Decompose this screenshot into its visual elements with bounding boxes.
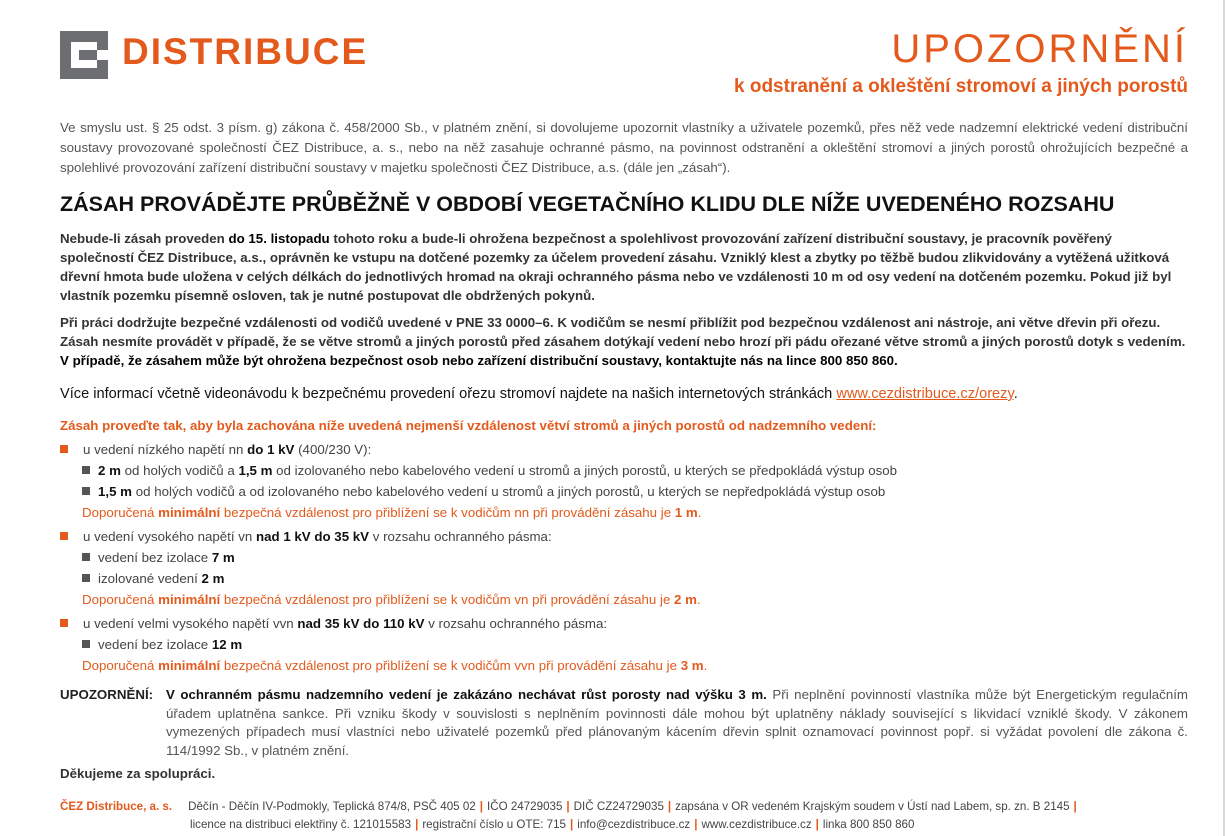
list-subitem: 1,5 m od holých vodičů a od izolovaného nebo kabelového vedení u stromů a jiných porostů, u kterých se nepředpokládá výstup osob [82,483,885,501]
list-item-nn: u vedení nízkého napětí nn do 1 kV (400/230 V): [60,441,371,459]
gray-bullet-icon [82,553,90,561]
footer [60,798,1188,834]
gray-bullet-icon [82,487,90,495]
orange-bullet-icon [60,445,68,453]
list-subitem: izolované vedení 2 m [82,570,224,588]
recommendation-vn: Doporučená minimální bezpečná vzdálenost pro přiblížení se k vodičům vn při provádění zásahu je 2 m. [82,592,701,607]
footer-email[interactable]: info@cezdistribuce.cz [577,818,691,831]
footer-line-1: ČEZ Distribuce, a. s. Děčín - Děčín IV-Podmokly, Teplická 874/8, PSČ 405 02 | IČO 24729035 | DIČ CZ24729035 | zapsána v OR vedeném Krajským soudem v Ústí nad Labem, sp. zn. B 2145 | [60,800,1077,813]
orange-bullet-icon [60,532,68,540]
gray-bullet-icon [82,466,90,474]
recommendation-vvn: Doporučená minimální bezpečná vzdálenost pro přiblížení se k vodičům vvn při provádění zásahu je 3 m. [82,658,708,673]
brand-name: DISTRIBUCE [122,31,369,72]
orange-bullet-icon [60,619,68,627]
list-subitem: vedení bez izolace 7 m [82,549,235,567]
thanks-line: Děkujeme za spolupráci. [60,766,216,781]
paragraph-safety: Při práci dodržujte bezpečné vzdálenosti od vodičů uvedené v PNE 33 0000–6. K vodičům se nesmí přiblížit pod bezpečnou vzdálenost ani nástroje, ani větve dřevin při ořezu. Zásah nesmíte provádět v případě, že se větve stromů a jiných porostů před zásahem dotýkají vedení nebo hrozí při pádu ořezané větve stromů a jiných porostů dotyk s vedením. V případě, že zásahem může být ohrožena bezpečnost osob nebo zařízení distribuční soustavy, kontaktujte nás na lince 800 850 860. [60,315,1186,368]
recommendation-nn: Doporučená minimální bezpečná vzdálenost pro přiblížení se k vodičům nn při provádění zásahu je 1 m. [82,505,702,520]
list-item-vn: u vedení vysokého napětí vn nad 1 kV do 35 kV v rozsahu ochranného pásma: [60,528,552,546]
page-title: UPOZORNĚNÍ [891,27,1188,71]
gray-bullet-icon [82,640,90,648]
footer-line-2: licence na distribuci elektřiny č. 121015583 | registrační číslo u OTE: 715 | info@cezdistribuce.cz | www.cezdistribuce.cz | linka 800 850 860 [190,818,915,831]
deadline: do 15. listopadu [228,231,330,246]
warning-label: UPOZORNĚNÍ: [60,687,154,702]
paragraph-deadline: Nebude-li zásah proveden do 15. listopadu tohoto roku a bude-li ohrožena bezpečnost a spolehlivost provozování zařízení distribuční soustavy, je pracovník pověřený společností ČEZ Distribuce, a.s., oprávněn ke vstupu na dotčené pozemky za účelem provedení zásahu. Vzniklý klest a zbytky po těžbě budou zlikvidovány a vytěžená užitková dřevní hmota bude uložena v celých délkách do jednotlivých hromad na okraji ochranného pásma nebo ve vzdálenosti 10 m od osy vedení na dotčeném pozemku. Pokud již byl vlastník pozemku písemně osloven, tak je nutné postupovat dle obdržených pokynů. [60,231,1172,303]
warning-text: V ochranném pásmu nadzemního vedení je zakázáno nechávat růst porosty nad výšku 3 m. Při neplnění povinností vlastníka může být Energetickým regulačním úřadem uplatněna sankce. Při vzniku škody v souvislosti s neplněním povinnosti dále mohou být uplatněny náklady související s likvidací vzniklé škody. V zákonem vymezených případech musí vlastníci nebo uživatelé pozemků před plánovaným kácením dřevin splnit oznamovací povinnost popř. si vyžádat povolení dle zákona č. 114/1992 Sb., v platném znění. [166,687,1188,758]
gray-bullet-icon [82,574,90,582]
warning-block [60,686,1188,760]
list-subitem: vedení bez izolace 12 m [82,636,242,654]
list-item-vvn: u vedení velmi vysokého napětí vvn nad 35 kV do 110 kV v rozsahu ochranného pásma: [60,615,607,633]
header [60,0,1188,110]
footer-web[interactable]: www.cezdistribuce.cz [701,818,812,831]
footer-company: ČEZ Distribuce, a. s. [60,800,173,813]
orezy-link[interactable]: www.cezdistribuce.cz/orezy [836,386,1014,402]
list-subitem: 2 m od holých vodičů a 1,5 m od izolovaného nebo kabelového vedení u stromů a jiných porostů, u kterých se předpokládá výstup osob [82,462,897,480]
page-subtitle: k odstranění a okleštění stromoví a jiných porostů [734,76,1188,97]
info-line: Více informací včetně videonávodu k bezpečnému provedení ořezu stromoví najdete na našich internetových stránkách www.cezdistribuce.cz/orezy. [60,386,1018,402]
intro-paragraph: Ve smyslu ust. § 25 odst. 3 písm. g) zákona č. 458/2000 Sb., v platném znění, si dovolujeme upozornit vlastníky a uživatele pozemků, přes něž vede nadzemní elektrické vedení distribuční soustavy provozované společností ČEZ Distribuce, a. s., nebo na něž zasahuje ochranné pásmo, na povinnost odstranění a okleštění stromoví a jiných porostů ohrožujících bezpečné a spolehlivé provozování zařízení distribuční soustavy v majetku společnosti ČEZ Distribuce, a.s. (dále jen „zásah“). [60,120,1188,175]
distance-heading: Zásah proveďte tak, aby byla zachována níže uvedená nejmenší vzdálenost větví stromů a jiných porostů od nadzemního vedení: [60,418,877,433]
main-heading: ZÁSAH PROVÁDĚJTE PRŮBĚŽNĚ V OBDOBÍ VEGETAČNÍHO KLIDU DLE NÍŽE UVEDENÉHO ROZSAHU [60,192,1115,216]
cez-logo-icon [60,31,108,79]
notice-page [60,0,1188,831]
contact-line: V případě, že zásahem může být ohrožena bezpečnost osob nebo zařízení distribuční soustavy, kontaktujte nás na lince 800 850 860. [60,353,898,368]
